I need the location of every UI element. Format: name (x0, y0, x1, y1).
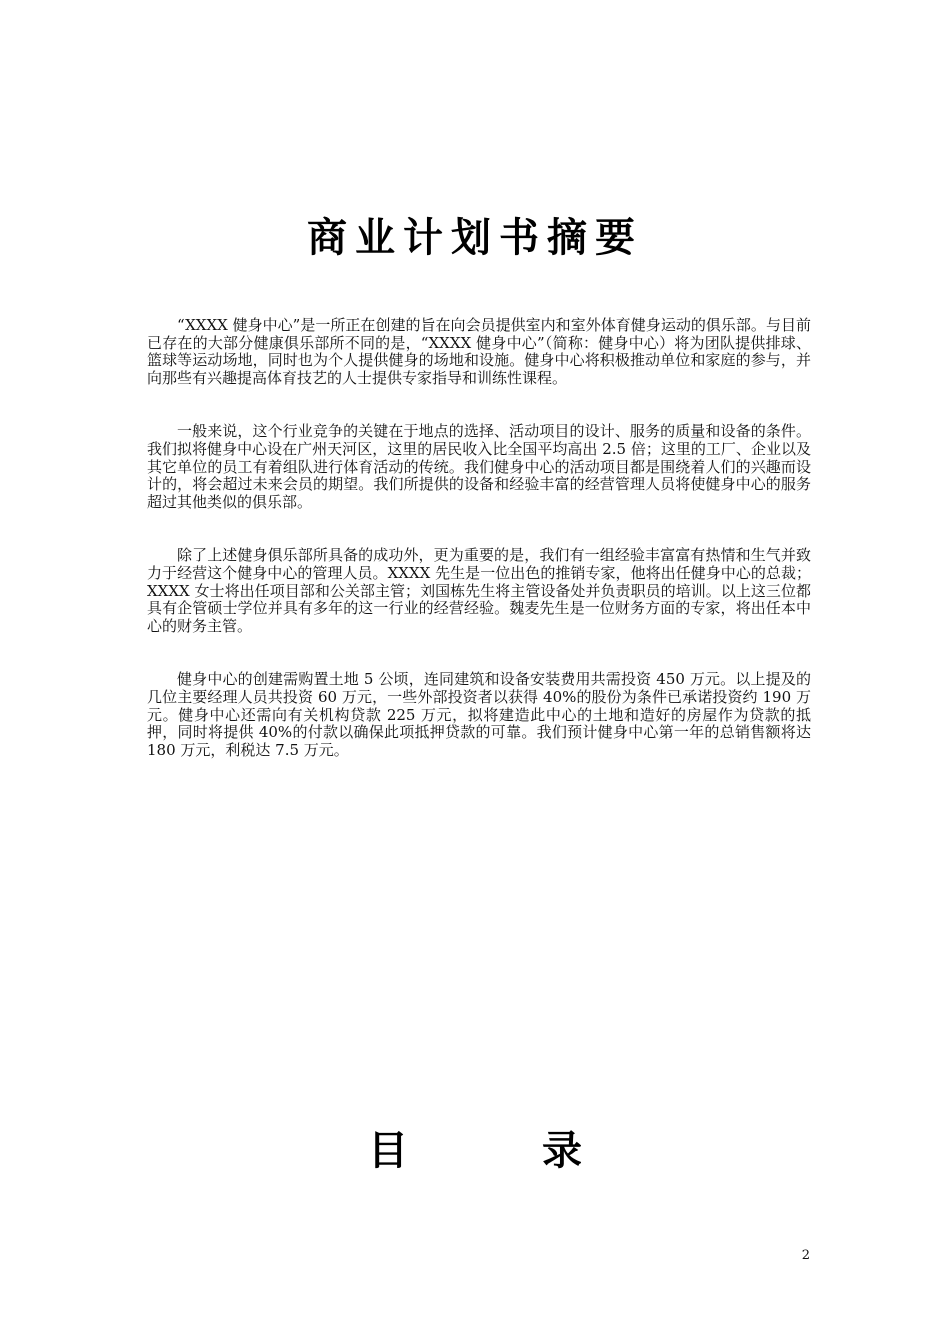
page-title: 商业计划书摘要 (307, 215, 643, 261)
toc-heading: 目 录 (368, 1128, 642, 1174)
paragraph-management: 除了上述健身俱乐部所具备的成功外，更为重要的是，我们有一组经验丰富富有热情和生气并致力于经营这个健身中心的管理人员。XXXX 先生是一位出色的推销专家，他将出任健身中心的总裁；XXXX 女士将出任项目部和公关部主管；刘国栋先生将主管设备处并负责职员的培训。以上这三位都具有企管硕士学位并具有多年的这一行业的经营经验。魏麦先生是一位财务方面的专家，将出任本中心的财务主管。 (147, 546, 811, 635)
paragraph-competition: 一般来说，这个行业竞争的关键在于地点的选择、活动项目的设计、服务的质量和设备的条件。我们拟将健身中心设在广州天河区，这里的居民收入比全国平均高出 2.5 倍；这里的工厂、企业以及其它单位的员工有着组队进行体育活动的传统。我们健身中心的活动项目都是围绕着人们的兴趣而设计的，将会超过未来会员的期望。我们所提供的设备和经验丰富的经营管理人员将使健身中心的服务超过其他类似的俱乐部。 (147, 422, 811, 511)
paragraph-intro: “XXXX 健身中心”是一所正在创建的旨在向会员提供室内和室外体育健身运动的俱乐部。与目前已存在的大部分健康俱乐部所不同的是，“XXXX 健身中心”（简称：健身中心）将为团队提供排球、篮球等运动场地，同时也为个人提供健身的场地和设施。健身中心将积极推动单位和家庭的参与，并向那些有兴趣提高体育技艺的人士提供专家指导和训练性课程。 (147, 316, 811, 387)
summary-body (147, 317, 811, 795)
paragraph-investment: 健身中心的创建需购置土地 5 公顷，连同建筑和设备安装费用共需投资 450 万元。以上提及的几位主要经理人员共投资 60 万元，一些外部投资者以获得 40%的股份为条件已承诺投资约 190 万元。健身中心还需向有关机构贷款 225 万元，拟将建造此中心的土地和造好的房屋作为贷款的抵押，同时将提供 40%的付款以确保此项抵押贷款的可靠。我们预计健身中心第一年的总销售额将达 180 万元，利税达 7.5 万元。 (147, 670, 811, 759)
page-number: 2 (801, 1248, 810, 1263)
